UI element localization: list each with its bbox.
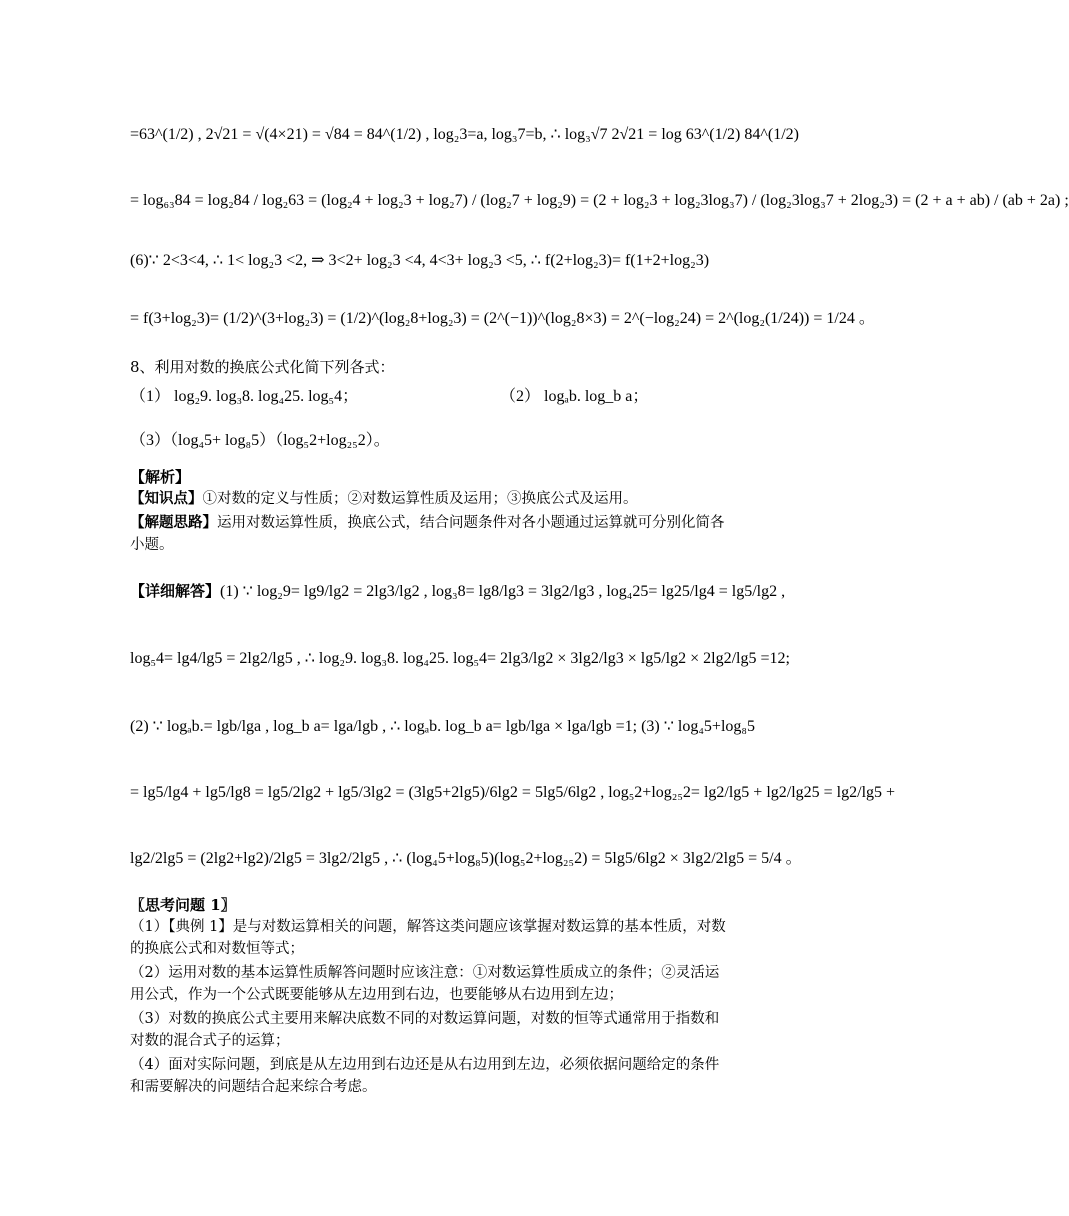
think-heading: 〖思考问题 1〗: [130, 896, 236, 914]
think-item-3: （3）对数的换底公式主要用来解决底数不同的对数运算问题，对数的恒等式通常用于指数和对数的混合式子的运算；: [130, 1011, 720, 1049]
think-item-1: （1）【典例 1】是与对数运算相关的问题，解答这类问题应该掌握对数运算的基本性质，对数的换底公式和对数恒等式；: [130, 919, 726, 957]
problem-8-part-1: （1） log₂9. log₃8. log₄25. log₅4；: [130, 388, 359, 405]
detail-line-3: (2) ∵ logₐb.= lgb/lga , log_b a= lga/lgb , ∴ logₐb. log_b a= lgb/lga × lga/lgb =1; (3) ∵ log₄5+log₈5: [130, 718, 755, 735]
solution-line-4: = f(3+log₂3)= (1/2)^(3+log₂3) = (1/2)^(log₂8+log₂3) = (2^(−1))^(log₂8×3) = 2^(−log₂24) = 2^(log₂(1/24)) = 1/24 。: [130, 310, 875, 327]
knowledge-text: ①对数的定义与性质；②对数运算性质及运用；③换底公式及运用。: [202, 491, 638, 507]
detail-line-2: log₅4= lg4/lg5 = 2lg2/lg5 , ∴ log₂9. log₃8. log₄25. log₅4= 2lg3/lg2 × 3lg2/lg3 × lg5/lg2 × 2lg2/lg5 =12;: [130, 650, 790, 667]
detail-line-4: = lg5/lg4 + lg5/lg8 = lg5/2lg2 + lg5/3lg2 = (3lg5+2lg5)/6lg2 = 5lg5/6lg2 , log₅2+log₂₅2= lg2/lg5 + lg2/lg25 = lg2/lg5 +: [130, 784, 896, 801]
approach-text: 运用对数运算性质，换底公式，结合问题条件对各小题通过运算就可分别化简各小题。: [130, 515, 725, 553]
solution-line-1: =63^(1/2) , 2√21 = √(4×21) = √84 = 84^(1/2) , log₂3=a, log₃7=b, ∴ log₃√7 2√21 = log 63^(1/2) 84^(1/2): [130, 126, 799, 143]
detail-line-1: [130, 580, 785, 603]
solution-line-2: = log₆₃84 = log₂84 / log₂63 = (log₂4 + log₂3 + log₂7) / (log₂7 + log₂9) = (2 + log₂3 + log₂3log₃7) / (log₂3log₃7 + 2log₂3) = (2 + a + ab) / (ab + 2a) ;: [130, 192, 1069, 209]
knowledge-point: [130, 488, 730, 510]
analysis-heading: 【解析】: [130, 468, 191, 486]
detail-text-1: (1) ∵ log₂9= lg9/lg2 = 2lg3/lg2 , log₃8= lg8/lg3 = 3lg2/lg3 , log₄25= lg25/lg4 = lg5/lg2 ,: [220, 583, 786, 600]
approach-label: 【解题思路】: [130, 514, 217, 531]
approach: [130, 512, 730, 556]
problem-8-part-3: （3）（log₄5+ log₈5）（log₅2+log₂₅2）。: [130, 432, 390, 449]
knowledge-label: 【知识点】: [130, 490, 203, 507]
detail-line-5: lg2/2lg5 = (2lg2+lg2)/2lg5 = 3lg2/2lg5 , ∴ (log₄5+log₈5)(log₅2+log₂₅2) = 5lg5/6lg2 × 3lg2/2lg5 = 5/4 。: [130, 850, 802, 867]
problem-8-title: 8、利用对数的换底公式化简下列各式：: [130, 358, 395, 376]
detail-label: 【详细解答】: [130, 582, 221, 600]
solution-line-3: (6)∵ 2<3<4, ∴ 1< log₂3 <2, ⇒ 3<2+ log₂3 <4, 4<3+ log₂3 <5, ∴ f(2+log₂3)= f(1+2+log₂3): [130, 252, 710, 269]
problem-8-part-2: （2） logₐb. log_b a；: [500, 388, 649, 405]
think-item-2: （2）运用对数的基本运算性质解答问题时应该注意：①对数运算性质成立的条件；②灵活运用公式，作为一个公式既要能够从左边用到右边，也要能够从右边用到左边；: [130, 965, 720, 1003]
think-item-4: （4）面对实际问题，到底是从左边用到右边还是从右边用到左边，必须依据问题给定的条件和需要解决的问题结合起来综合考虑。: [130, 1057, 720, 1095]
